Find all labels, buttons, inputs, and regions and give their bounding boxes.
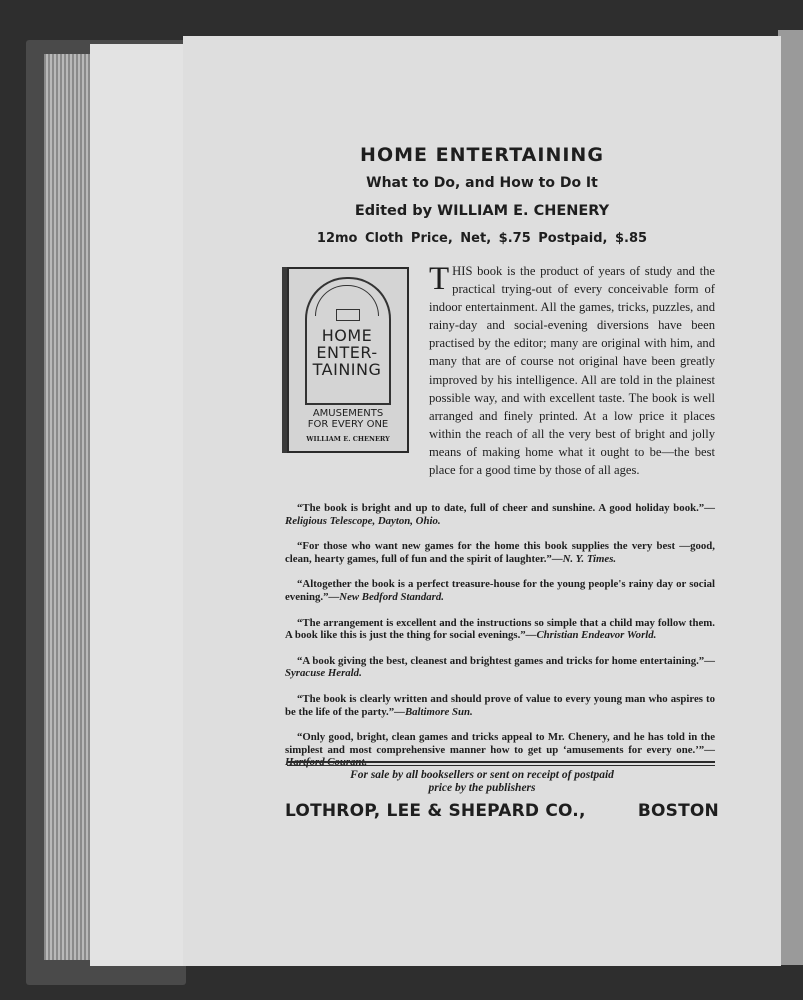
- back-cover-board: [778, 30, 803, 965]
- review-quote: “Altogether the book is a perfect treasure-house for the young people's rainy day or social evening.”—New Bedford Standard.: [285, 578, 715, 603]
- page-title: HOME ENTERTAINING: [360, 144, 604, 166]
- review-quote: “A book giving the best, cleanest and brightest games and tricks for home entertaining.”—Syracuse Herald.: [285, 654, 715, 680]
- page-subtitle: What to Do, and How to Do It: [366, 175, 598, 191]
- drop-cap: T: [429, 261, 450, 297]
- review-quote: “The book is bright and up to date, full of cheer and sunshine. A good holiday book.”—Religious Telescope, Dayton, Ohio.: [285, 502, 715, 527]
- page-edges: [44, 54, 92, 960]
- book-cover-author: WILLIAM E. CHENERY: [306, 435, 390, 443]
- editor-line: Edited by WILLIAM E. CHENERY: [354, 203, 610, 219]
- publisher-imprint: LOTHROP, LEE & SHEPARD CO., BOSTON: [285, 801, 719, 821]
- book-cover-title: HOME ENTER- TAINING: [312, 326, 382, 379]
- left-page: [90, 44, 185, 966]
- divider-rule: [287, 761, 715, 766]
- description-paragraph: [285, 262, 715, 479]
- review-quote: “For those who want new games for the home this book supplies the very best —good, clean, hearty games, full of fun and the spirit of laughter.”—N. Y. Times.: [285, 540, 715, 565]
- book-cover-subtitle: AMUSEMENTS FOR EVERY ONE: [307, 408, 389, 430]
- review-quotes: [285, 502, 715, 782]
- review-quote: “The arrangement is excellent and the instructions so simple that a child may follow them. A book like this is just the thing for social evenings.”—Christian Endeavor World.: [285, 616, 715, 642]
- advertisement-page: [183, 36, 781, 966]
- review-quote: “Only good, bright, clean games and tricks appeal to Mr. Chenery, and he has told in the simplest and most comprehensive manner how to get up ‘amusements for every one.’”—Hartford Courant.: [285, 731, 715, 769]
- review-quote: “The book is clearly written and should prove of value to every young man who aspires to be the life of the party.”—Baltimore Sun.: [285, 692, 715, 718]
- price-line: 12mo Cloth Price, Net, $.75 Postpaid, $.85: [316, 231, 648, 246]
- sale-notice: For sale by all booksellers or sent on receipt of postpaid price by the publishers: [350, 769, 614, 794]
- description-text: HIS book is the product of years of study and the practical trying-out of every conceivable form of indoor entertainment. All the games, tricks, puzzles, and rainy-day and social-evening diversions have been practised by the editor; many are original with him, and many that are of course not original have been greatly improved by his intelligence. All are told in the plainest possible way, and with excellent taste. The book is well arranged and finely printed. At a low price it places within the reach of all the very best of bright and jolly means of making home what it ought to be—the best place for a good time by those of all ages.: [429, 264, 715, 478]
